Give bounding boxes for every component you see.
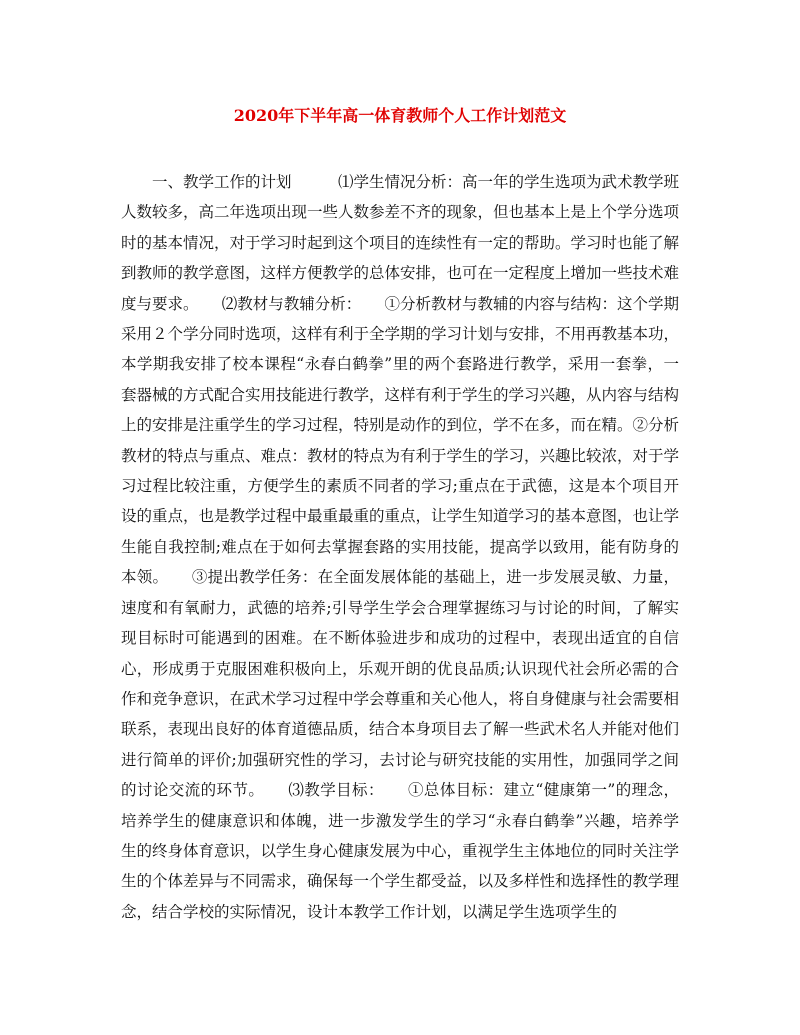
document-body: 一、教学工作的计划 ⑴学生情况分析：高一年的学生选项为武术教学班人数较多，高二年选项出现一些人数参差不齐的现象，但也基本上是上个学分选项时的基本情况，对于学习时起到这个项目的连续性有一定的帮助。学习时也能了解到教师的教学意图，这样方便教学的总体安排，也可在一定程度上增加一些技术难度与要求。 ⑵教材与教辅分析： ①分析教材与教辅的内容与结构：这个学期采用２个学分同时选项，这样有利于全学期的学习计划与安排，不用再教基本功，本学期我安排了校本课程“永春白鹤拳”里的两个套路进行教学，采用一套拳，一套器械的方式配合实用技能进行教学，这样有利于学生的学习兴趣，从内容与结构上的安排是注重学生的学习过程，特别是动作的到位，学不在多，而在精。②分析教材的特点与重点、难点：教材的特点为有利于学生的学习，兴趣比较浓，对于学习过程比较注重，方便学生的素质不同者的学习;重点在于武德，这是本个项目开设的重点，也是教学过程中最重最重的重点，让学生知道学习的基本意图，也让学生能自我控制;难点在于如何去掌握套路的实用技能，提高学以致用，能有防身的本领。 ③提出教学任务：在全面发展体能的基础上，进一步发展灵敏、力量，速度和有氧耐力，武德的培养;引导学生学会合理掌握练习与讨论的时间，了解实现目标时可能遇到的困难。在不断体验进步和成功的过程中，表现出适宜的自信心，形成勇于克服困难积极向上，乐观开朗的优良品质;认识现代社会所必需的合作和竞争意识，在武术学习过程中学会尊重和关心他人，将自身健康与社会需要相联系，表现出良好的体育道德品质，结合本身项目去了解一些武术名人并能对他们进行简单的评价;加强研究性的学习，去讨论与研究技能的实用性，加强同学之间的讨论交流的环节。 ⑶教学目标： ①总体目标：建立“健康第一”的理念，培养学生的健康意识和体魄，进一步激发学生的学习“永春白鹤拳”兴趣，培养学生的终身体育意识，以学生身心健康发展为中心，重视学生主体地位的同时关注学生的个体差异与不同需求，确保每一个学生都受益，以及多样性和选择性的教学理念，结合学校的实际情况，设计本教学工作计划，以满足学生选项学生的 [121, 173, 680, 921]
document-title: 2020年下半年高一体育教师个人工作计划范文 [233, 106, 567, 125]
